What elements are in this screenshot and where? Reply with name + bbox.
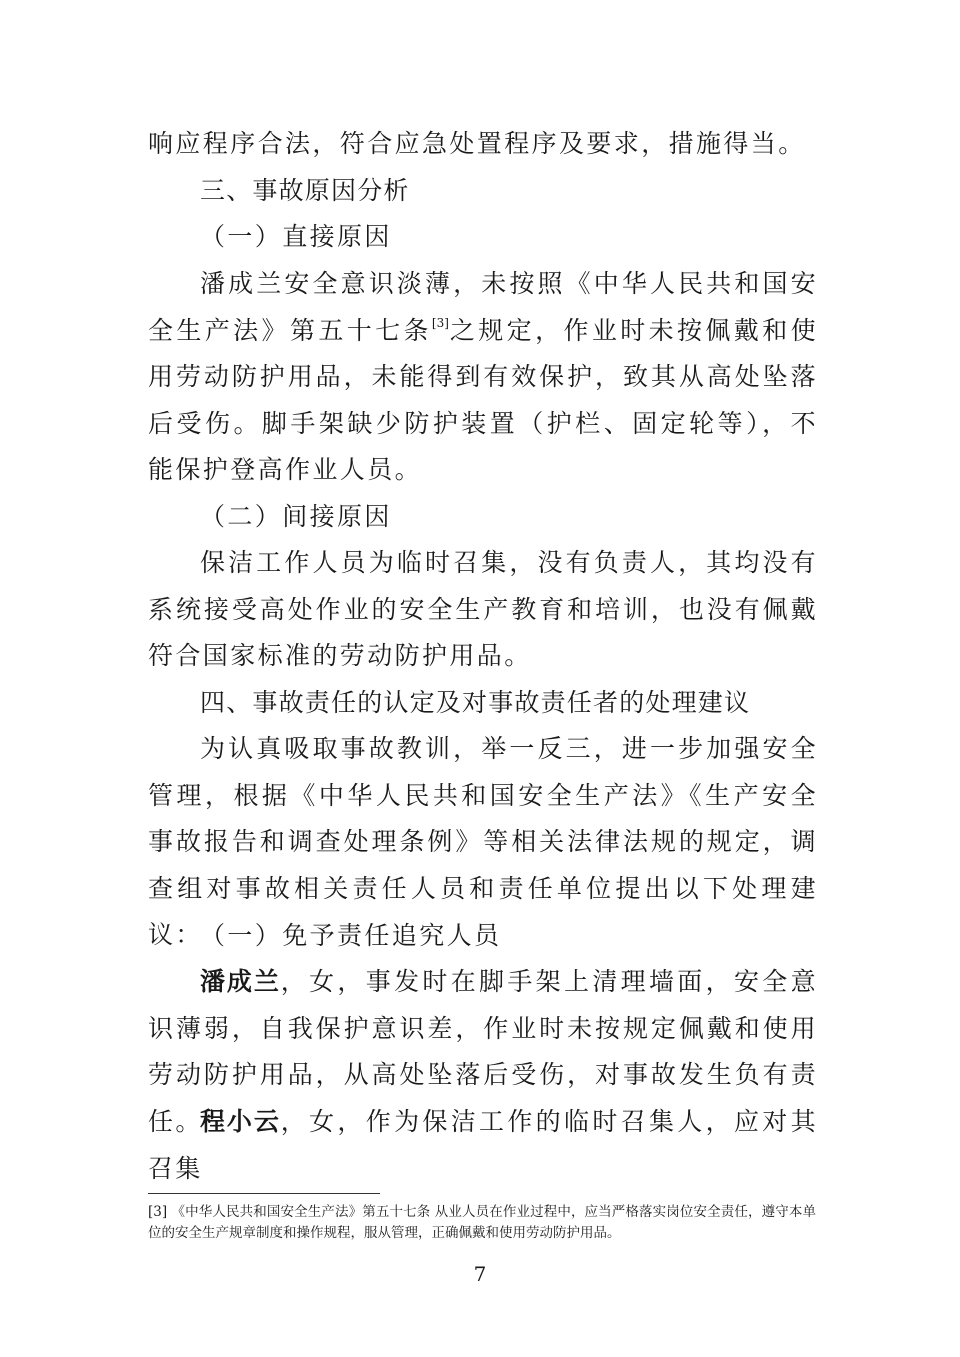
section-heading-3: 三、事故原因分析 bbox=[200, 176, 410, 205]
section-heading-4: 四、事故责任的认定及对事故责任者的处理建议 bbox=[200, 688, 751, 717]
subheading-direct-cause: （一）直接原因 bbox=[200, 222, 392, 251]
paragraph-direct-cause bbox=[148, 261, 818, 494]
subheading-exempt: （一）免予责任追究人员 bbox=[200, 921, 502, 950]
page-number: 7 bbox=[473, 1262, 487, 1286]
footnote-3: [3] 《中华人民共和国安全生产法》第五十七条 从业人员在作业过程中，应当严格落实岗位安全责任，遵守本单位的安全生产规章制度和操作规程，服从管理，正确佩戴和使用劳动防护用品。 bbox=[148, 1204, 816, 1241]
person-1-name: 潘成兰 bbox=[200, 967, 281, 996]
person-2-text: ，女，作为保洁工作的临时召集人，应对其召集 bbox=[148, 1107, 818, 1183]
person-2-name: 程小云 bbox=[200, 1107, 281, 1136]
paragraph-continuation: 响应程序合法，符合应急处置程序及要求，措施得当。 bbox=[148, 129, 806, 158]
direct-cause-text-a: 潘成兰安全意识淡薄，未按照《中华人民共和国安全生产法》第五十七条 bbox=[148, 269, 818, 345]
footnote-divider bbox=[148, 1193, 380, 1194]
person-1-text: ，女，事发时在脚手架上清理墙面，安全意识薄弱，自我保护意识差，作业时未按规定佩戴和使用劳动防护用品，从高处坠落后受伤，对事故发生负有责任。 bbox=[148, 967, 818, 1136]
paragraph-indirect-cause: 保洁工作人员为临时召集，没有负责人，其均没有系统接受高处作业的安全生产教育和培训，也没有佩戴符合国家标准的劳动防护用品。 bbox=[148, 548, 818, 670]
paragraph-person-2 bbox=[148, 1099, 818, 1192]
direct-cause-text-b: 之规定，作业时未按佩戴和使用劳动防护用品，未能得到有效保护，致其从高处坠落后受伤。脚手架缺少防护装置（护栏、固定轮等），不能保护登高作业人员。 bbox=[148, 315, 818, 484]
subheading-indirect-cause: （二）间接原因 bbox=[200, 502, 392, 531]
paragraph-section-4: 为认真吸取事故教训，举一反三，进一步加强安全管理，根据《中华人民共和国安全生产法》《生产安全事故报告和调查处理条例》等相关法律法规的规定，调查组对事故相关责任人员和责任单位提出以下处理建议： bbox=[148, 734, 818, 949]
footnote-ref-3[interactable]: [3] bbox=[431, 315, 449, 330]
